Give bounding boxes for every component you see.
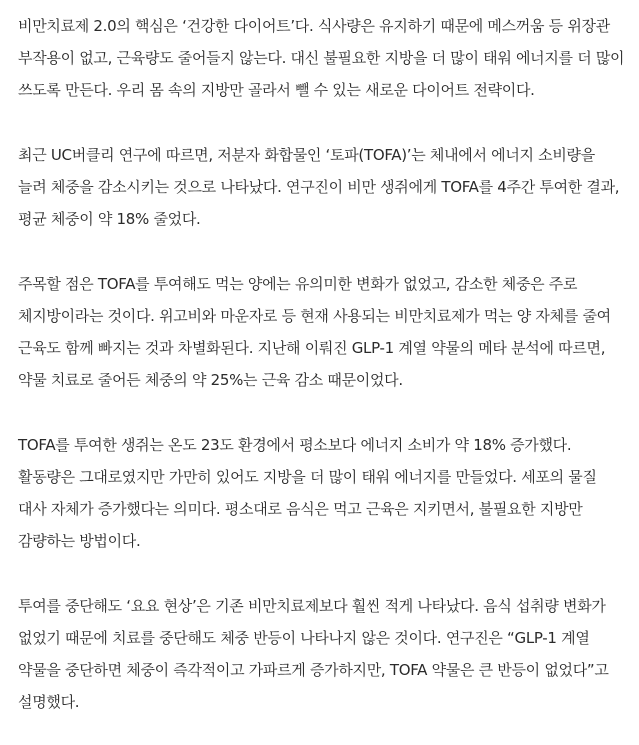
paragraph-2: 최근 UC버클리 연구에 따르면, 저분자 화합물인 ‘토파(TOFA)’는 체내에서 에너지 소비량을 늘려 체중을 감소시키는 것으로 나타났다. 연구진이 비만 생쥐에게 TOFA를 4주간 투여한 결과, 평균 체중이 약 18% 줄었다.: [18, 146, 620, 228]
article-body: [18, 10, 626, 718]
paragraph-5: 투여를 중단해도 ‘요요 현상’은 기존 비만치료제보다 훨씬 적게 나타났다. 음식 섭취량 변화가 없었기 때문에 치료를 중단해도 체중 반등이 나타나지 않은 것이다. 연구진은 “GLP-1 계열 약물을 중단하면 체중이 즉각적이고 가파르게 증가하지만, TOFA 약물은 큰 반등이 없었다”고 설명했다.: [18, 597, 609, 711]
paragraph-3: 주목할 점은 TOFA를 투여해도 먹는 양에는 유의미한 변화가 없었고, 감소한 체중은 주로 체지방이라는 것이다. 위고비와 마운자로 등 현재 사용되는 비만치료제가 먹는 양 자체를 줄여 근육도 함께 빠지는 것과 차별화된다. 지난해 이뤄진 GLP-1 계열 약물의 메타 분석에 따르면, 약물 치료로 줄어든 체중의 약 25%는 근육 감소 때문이었다.: [18, 275, 611, 389]
paragraph-4: TOFA를 투여한 생쥐는 온도 23도 환경에서 평소보다 에너지 소비가 약 18% 증가했다. 활동량은 그대로였지만 가만히 있어도 지방을 더 많이 태워 에너지를 만들었다. 세포의 물질 대사 자체가 증가했다는 의미다. 평소대로 음식은 먹고 근육은 지키면서, 불필요한 지방만 감량하는 방법이다.: [18, 436, 597, 550]
paragraph-1: 비만치료제 2.0의 핵심은 ‘건강한 다이어트’다. 식사량은 유지하기 때문에 메스꺼움 등 위장관 부작용이 없고, 근육량도 줄어들지 않는다. 대신 불필요한 지방을 더 많이 태워 에너지를 더 많이 쓰도록 만든다. 우리 몸 속의 지방만 골라서 뺄 수 있는 새로운 다이어트 전략이다.: [18, 17, 625, 99]
